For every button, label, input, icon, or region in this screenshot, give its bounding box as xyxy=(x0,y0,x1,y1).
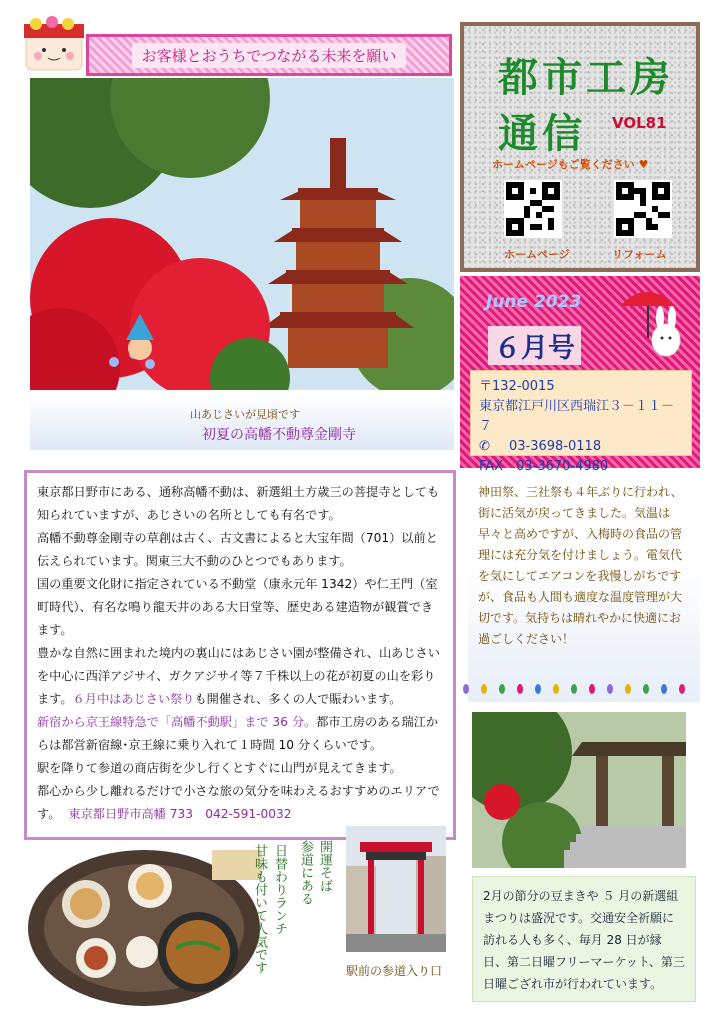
volume-number: VOL81 xyxy=(612,114,667,132)
temple-gate-photo xyxy=(472,712,686,868)
qr-label-reform: リフォーム xyxy=(612,248,667,261)
seasonal-message: 神田祭、三社祭も４年ぶりに行われ、街に活気が戻ってきました。気温は早々と高めですが、入梅時の食品の管理には充分気を付けましょう。電気代を気にしてエアコンを我慢しがちですが、食品も人間も適度な温度管理が大切です。気持ちは晴れやかに快適にお過ごしください！ xyxy=(468,476,700,702)
article-paragraph: 駅を降りて参道の商店街を少し行くとすぐに山門が見えてきます。 xyxy=(37,761,402,775)
street-address: 東京都江戸川区西瑞江３－１１－７ xyxy=(479,399,675,434)
street-photo xyxy=(346,826,446,952)
caption-line2: 初夏の高幡不動尊金剛寺 xyxy=(202,427,356,443)
access-highlight: 新宿から京王線特急で「高幡不動駅」まで 36 分。 xyxy=(37,715,317,729)
mascot-illustration xyxy=(22,14,86,72)
fax-line: FAX 03-3670-4980 xyxy=(479,459,609,474)
homepage-notice: ホームページもご覧ください ♥ xyxy=(492,158,649,171)
banner-text: お客様とおうちでつながる未来を願い xyxy=(132,43,407,68)
article-paragraph: 東京都日野市にある、通称高幡不動は、新選組土方歳三の菩提寺としても知られていますが、あじさいの名所としても有名です。 xyxy=(37,485,440,522)
main-article xyxy=(24,470,456,840)
homepage-qr-code[interactable] xyxy=(504,180,562,238)
article-paragraph: 新宿から京王線特急で「高幡不動駅」まで 36 分。都市工房のある瑞江からは都営新宿線･京王線に乗り入れて１時間 10 分くらいです。 xyxy=(37,715,439,752)
article-paragraph: 高幡不動尊金剛寺の草創は古く、古文書によると大宝年間（701）以前と伝えられています。関東三大不動のひとつでもあります。 xyxy=(37,531,438,568)
newsletter-title-line2: 通信 xyxy=(498,111,586,157)
postal-code: 〒132-0015 xyxy=(479,379,555,394)
dot-divider xyxy=(460,680,698,692)
issue-box xyxy=(460,276,700,474)
header-banner xyxy=(86,34,452,76)
umbrella-bunny-icon xyxy=(610,282,690,366)
temple-contact: 東京都日野市高幡 733 042-591-0032 xyxy=(68,807,292,821)
qr-label-homepage: ホームページ xyxy=(504,248,570,261)
caption-line1: 山あじさいが見頃です xyxy=(190,408,300,421)
issue-month-en: June 2023 xyxy=(486,292,582,312)
photo-caption xyxy=(30,394,454,450)
article-paragraph: 豊かな自然に囲まれた境内の裏山にはあじさい園が整備され、山あじさいを中心に西洋アジサイ、ガクアジサイ等７千株以上の花が初夏の山を彩ります。６月中はあじさい祭りも開催され、多くの人で賑わいます。 xyxy=(37,646,440,706)
newsletter-title: 都市工房 xyxy=(498,55,674,101)
article-paragraph: 国の重要文化財に指定されている不動堂（康永元年 1342）や仁王門（室町時代）、有名な鳴り龍天井のある大日堂等、歴史ある建造物が観賞できます。 xyxy=(37,577,438,637)
article-paragraph: 都心から少し離れるだけで小さな旅の気分を味わえるおすすめのエリアです。 東京都日野市高幡 733 042-591-0032 xyxy=(37,784,440,821)
contact-address-box xyxy=(470,370,692,474)
vertical-caption: 参道にある xyxy=(298,840,313,905)
lunch-photo xyxy=(26,840,276,1010)
events-note: 2月の節分の豆まきや ５ 月の新選組まつりは盛況です。交通安全祈願に訪れる人も多く、毎月 28 日が縁日、第二日曜フリーマーケット、第三日曜ござれ市が行われています。 xyxy=(472,876,696,1002)
street-caption: 駅前の参道入り口 xyxy=(346,964,443,978)
reform-qr-code[interactable] xyxy=(614,180,672,238)
phone-line: ✆ 03-3698-0118 xyxy=(479,437,683,457)
festival-highlight: ６月中はあじさい祭り xyxy=(72,692,195,706)
issue-month-jp: ６月号 xyxy=(488,326,581,365)
vertical-caption: 甘味も付いて人気です xyxy=(252,844,267,974)
heart-icon: ♥ xyxy=(638,158,649,171)
phone-icon: ✆ xyxy=(479,439,490,454)
vertical-caption: 日替わりランチ xyxy=(272,844,287,935)
pagoda-photo xyxy=(30,78,454,390)
vertical-caption: 開運そば xyxy=(317,840,332,892)
newsletter-title-box xyxy=(460,22,700,272)
